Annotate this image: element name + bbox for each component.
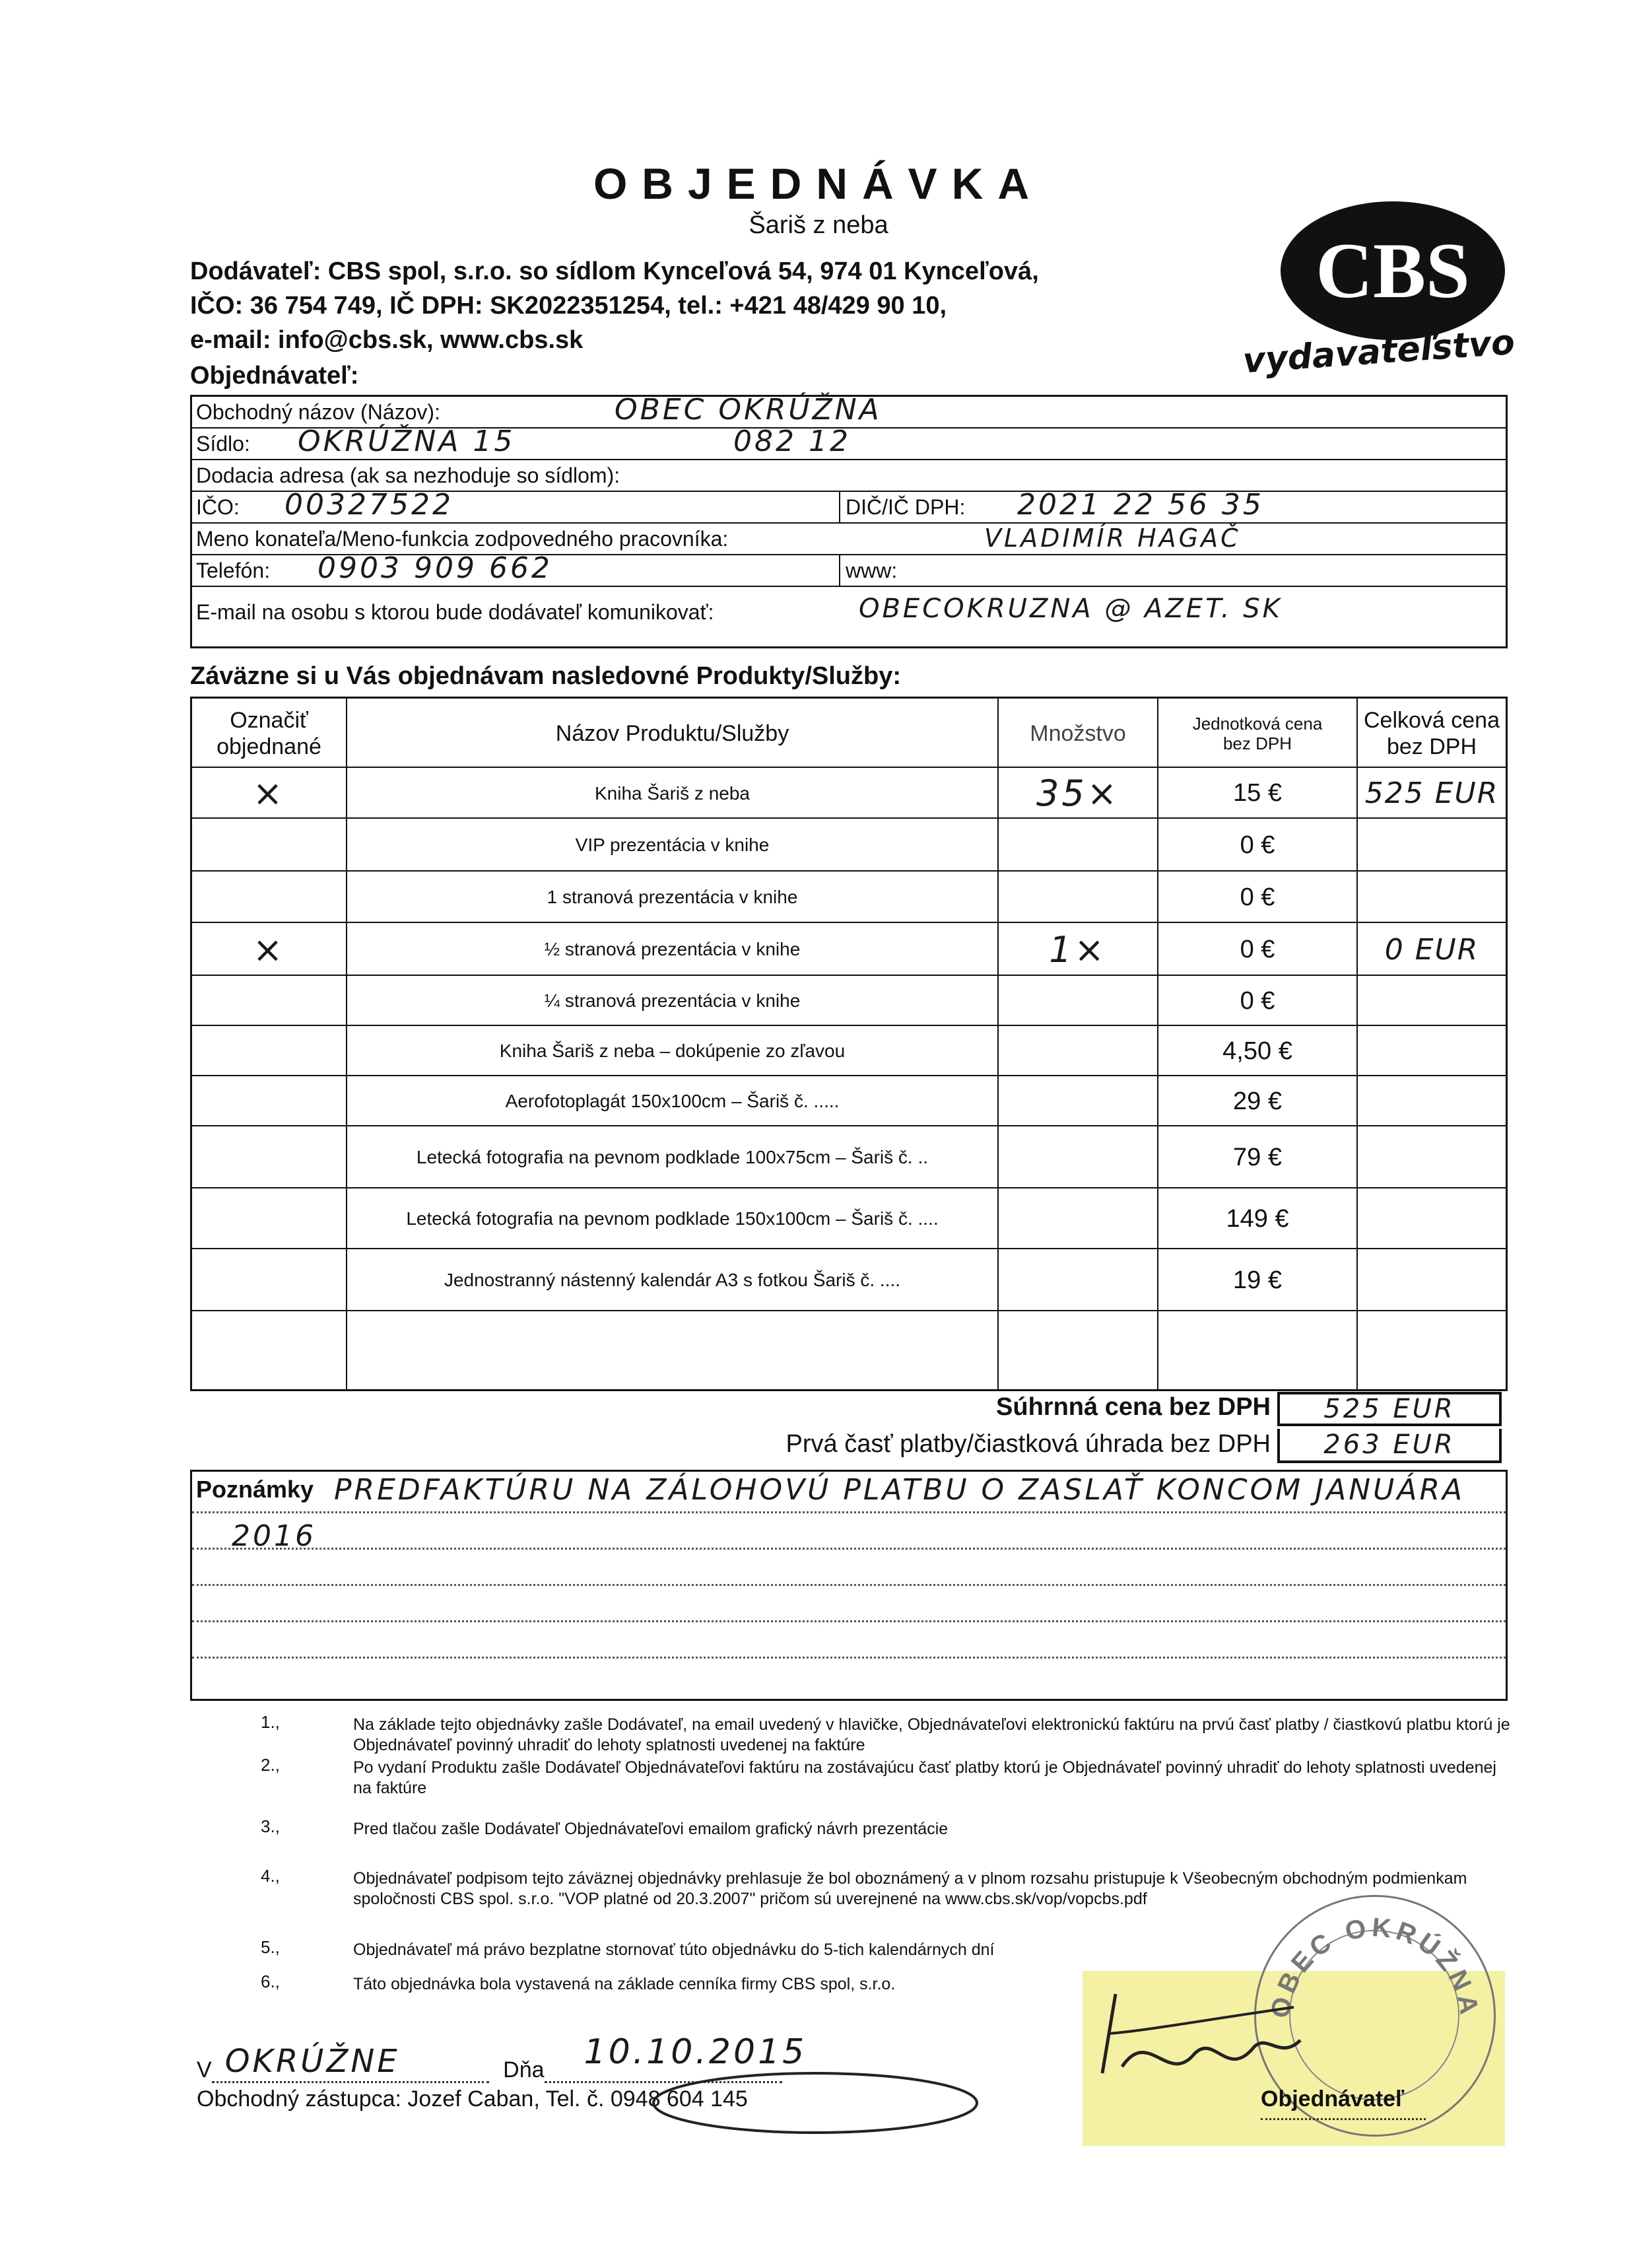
products-table [190, 697, 1508, 1391]
product-row [192, 1249, 1506, 1311]
product-row [192, 1026, 1506, 1076]
product-row [192, 1188, 1506, 1249]
product-unit-price: 149 € [1226, 1204, 1289, 1233]
orderer-email-label: E-mail na osobu s ktorou bude dodávateľ komunikovať: [196, 600, 714, 624]
orderer-phone-label: Telefón: [196, 559, 271, 582]
orderer-contact-label: Meno konateľa/Meno-funkcia zodpovedného pracovníka: [196, 527, 729, 551]
header-total: Celková cena bez DPH [1363, 707, 1500, 759]
term-number: 6., [261, 1972, 280, 1991]
term-number: 3., [261, 1816, 280, 1836]
product-total[interactable] [1358, 1249, 1506, 1311]
product-mark[interactable] [192, 872, 346, 923]
product-unit-price: 4,50 € [1222, 1037, 1292, 1065]
first-payment-label: Prvá časť platby/čiastková úhrada bez DPH [785, 1430, 1271, 1458]
product-qty[interactable] [999, 1311, 1157, 1389]
product-row [192, 1126, 1506, 1188]
product-unit-price: 0 € [1240, 986, 1275, 1015]
supplier-line-2: IČO: 36 754 749, IČ DPH: SK2022351254, tel.: +421 48/429 90 10, [190, 292, 947, 320]
product-qty[interactable] [999, 1026, 1157, 1076]
document-title: OBJEDNÁVKA [593, 159, 1044, 208]
term-text: Na základe tejto objednávky zašle Dodávateľ, na email uvedený v hlavičke, Objednávateľovi elektronickú faktúru na prvú časť platby / čiastkovú platbu ktorú je Objednávateľ povinný uhradiť do lehoty splatnosti uvedenej na faktúre [353, 1715, 1510, 1754]
orderer-ico-row [192, 488, 1506, 524]
notes-line [192, 1620, 1506, 1622]
term-text: Objednávateľ podpisom tejto záväznej objednávky prehlasuje že bol oboznámený a v plnom rozsahu pristupuje k Všeobecným obchodným podmienkam spoločnosti CBS spol. s.r.o. "VOP platné od 20.3.2007" pričom sú uverejnené na www.cbs.sk/vop/vopcbs.pdf [353, 1869, 1467, 1908]
notes-line [192, 1657, 1506, 1659]
orderer-name-label: Obchodný názov (Názov): [196, 400, 440, 424]
product-mark[interactable]: × [252, 928, 286, 971]
supplier-line-3: e-mail: info@cbs.sk, www.cbs.sk [190, 326, 584, 354]
product-qty[interactable] [999, 872, 1157, 923]
logo-text: CBS [1316, 226, 1470, 314]
product-mark[interactable] [192, 1249, 346, 1311]
product-qty[interactable] [999, 1249, 1157, 1311]
signature-label: Objednávateľ [1261, 2086, 1405, 2112]
product-mark[interactable] [192, 1311, 346, 1389]
term-number: 4., [261, 1866, 280, 1886]
orderer-phone-row [192, 551, 1506, 587]
product-qty[interactable]: 1× [1049, 928, 1107, 971]
orderer-ico-label: IČO: [196, 495, 240, 519]
orderer-seat-value[interactable]: OKRÚŽNA 15 [298, 425, 516, 458]
place-value[interactable]: OKRÚŽNE [224, 2043, 400, 2080]
products-header-row [192, 699, 1506, 768]
orderer-seat-row [192, 425, 1506, 460]
product-qty[interactable] [999, 976, 1157, 1026]
product-unit-price: 0 € [1240, 831, 1275, 859]
logo-tagline: vydavateľstvo [1241, 322, 1516, 382]
date-value[interactable]: 10.10.2015 [584, 2032, 807, 2072]
product-total[interactable] [1358, 1026, 1506, 1076]
product-name: Letecká fotografia na pevnom podklade 150x100cm – Šariš č. .... [406, 1208, 939, 1229]
term-text: Po vydaní Produktu zašle Dodávateľ Objednávateľovi faktúru na zostávajúcu časť platby ktorú je Objednávateľ povinný uhradiť do lehoty splatnosti uvedenej na faktúre [353, 1758, 1496, 1797]
col-divider [1157, 699, 1158, 1389]
orderer-www-label: www: [846, 559, 898, 582]
sum-value[interactable]: 525 EUR [1277, 1392, 1502, 1426]
orderer-seat-zip[interactable]: 082 12 [733, 425, 851, 458]
product-qty[interactable] [999, 1126, 1157, 1188]
sales-rep: Obchodný zástupca: Jozef Caban, Tel. č. 0948 604 145 [197, 2086, 748, 2112]
orderer-phone-value[interactable]: 0903 909 662 [317, 551, 552, 585]
product-total[interactable]: 525 EUR [1364, 776, 1499, 810]
notes-text-line-1[interactable]: PREDFAKTÚRU NA ZÁLOHOVÚ PLATBU O ZASLAŤ KONCOM JANUÁRA [334, 1473, 1465, 1507]
phone-circle-mark [647, 2067, 984, 2139]
notes-text-line-2[interactable]: 2016 [232, 1519, 316, 1553]
product-total[interactable] [1358, 819, 1506, 872]
orderer-dic-label: DIČ/IČ DPH: [846, 495, 966, 519]
notes-line [192, 1548, 1506, 1550]
place-label: V [197, 2057, 212, 2082]
seal-text: OBEC OKRÚŽNA [1265, 1913, 1485, 2020]
product-mark[interactable] [192, 1026, 346, 1076]
orderer-delivery-label: Dodacia adresa (ak sa nezhoduje so sídlom): [196, 464, 620, 487]
notes-box [190, 1470, 1508, 1701]
orderer-seat-label: Sídlo: [196, 432, 250, 456]
orderer-contact-value[interactable]: VLADIMÍR HAGAČ [984, 524, 1241, 553]
product-row [192, 872, 1506, 923]
product-total[interactable]: 0 EUR [1384, 932, 1479, 967]
product-row [192, 1311, 1506, 1389]
date-label: Dňa [503, 2057, 545, 2082]
product-unit-price [1158, 1311, 1356, 1389]
term-number: 1., [261, 1712, 280, 1732]
col-divider [1356, 699, 1358, 1389]
product-row [192, 976, 1506, 1026]
sum-label: Súhrnná cena bez DPH [996, 1393, 1271, 1421]
signature-line [1261, 2118, 1426, 2120]
orderer-name-row [192, 393, 1506, 429]
product-name: VIP prezentácia v knihe [575, 835, 770, 855]
product-row [192, 1076, 1506, 1126]
orderer-ico-separator [839, 492, 840, 522]
products-label: Záväzne si u Vás objednávam nasledovné Produkty/Služby: [190, 662, 901, 690]
product-unit-price: 0 € [1240, 883, 1275, 911]
notes-label: Poznámky [196, 1476, 314, 1503]
orderer-ico-value[interactable]: 00327522 [284, 488, 453, 522]
product-mark[interactable] [192, 1188, 346, 1249]
product-row [192, 819, 1506, 872]
product-qty[interactable] [999, 1188, 1157, 1249]
term-number: 2., [261, 1755, 280, 1775]
product-name: ½ stranová prezentácia v knihe [544, 939, 801, 959]
product-name [347, 1311, 997, 1389]
notes-line [192, 1511, 1506, 1513]
term-text: Objednávateľ má právo bezplatne stornovať túto objednávku do 5-tich kalendárnych dní [353, 1941, 995, 1959]
orderer-dic-value[interactable]: 2021 22 56 35 [1017, 488, 1264, 522]
product-name: Kniha Šariš z neba [594, 782, 751, 804]
orderer-email-value[interactable]: OBECOKRUZNA @ AZET. SK [859, 594, 1283, 624]
product-mark[interactable]: × [252, 773, 286, 814]
product-mark[interactable] [192, 819, 346, 872]
product-total[interactable] [1358, 1126, 1506, 1188]
product-total[interactable] [1358, 1076, 1506, 1126]
header-unit: Jednotková cena bez DPH [1192, 713, 1323, 753]
orderer-name-value[interactable]: OBEC OKRÚŽNA [615, 393, 882, 427]
col-divider [997, 699, 999, 1389]
cbs-logo [1201, 198, 1545, 390]
orderer-phone-separator [839, 555, 840, 586]
document-subtitle: Šariš z neba [749, 211, 888, 239]
product-qty[interactable] [999, 819, 1157, 872]
product-name: Jednostranný nástenný kalendár A3 s fotkou Šariš č. .... [444, 1270, 901, 1290]
product-unit-price: 29 € [1233, 1087, 1282, 1115]
product-mark[interactable] [192, 1076, 346, 1126]
product-name: Letecká fotografia na pevnom podklade 100x75cm – Šariš č. .. [416, 1147, 929, 1167]
term-text: Táto objednávka bola vystavená na základe cenníka firmy CBS spol, s.r.o. [353, 1975, 896, 1993]
header-qty: Množstvo [1030, 720, 1126, 746]
supplier-line-1: Dodávateľ: CBS spol, s.r.o. so sídlom Kynceľová 54, 974 01 Kynceľová, [190, 258, 1039, 285]
product-total[interactable] [1358, 1311, 1506, 1389]
product-qty[interactable]: 35× [1036, 773, 1119, 814]
product-name: Kniha Šariš z neba – dokúpenie zo zľavou [499, 1041, 846, 1061]
orderer-delivery-row [192, 460, 1506, 492]
product-unit-price: 79 € [1233, 1143, 1282, 1171]
handwritten-signature [1096, 1954, 1314, 2100]
product-unit-price: 19 € [1233, 1266, 1282, 1294]
product-row [192, 923, 1506, 976]
term-number: 5., [261, 1937, 280, 1957]
supplier-info [190, 254, 1039, 357]
first-payment-value[interactable]: 263 EUR [1277, 1429, 1502, 1463]
orderer-label: Objednávateľ: [190, 362, 359, 390]
header-name: Názov Produktu/Služby [555, 720, 789, 746]
notes-line [192, 1584, 1506, 1586]
product-qty[interactable] [999, 1076, 1157, 1126]
product-unit-price: 0 € [1240, 935, 1275, 963]
header-mark: Označiť objednané [217, 707, 321, 759]
orderer-contact-row [192, 524, 1506, 555]
orderer-box [190, 395, 1508, 648]
product-mark[interactable] [192, 976, 346, 1026]
product-total[interactable] [1358, 1188, 1506, 1249]
product-row [192, 768, 1506, 819]
product-name: 1 stranová prezentácia v knihe [547, 887, 798, 907]
product-name: ¼ stranová prezentácia v knihe [544, 990, 801, 1011]
product-name: Aerofotoplagát 150x100cm – Šariš č. ..... [505, 1091, 840, 1111]
orderer-email-row [192, 587, 1506, 646]
col-divider [346, 699, 347, 1389]
product-total[interactable] [1358, 976, 1506, 1026]
product-unit-price: 15 € [1233, 779, 1282, 807]
term-text: Pred tlačou zašle Dodávateľ Objednávateľovi emailom grafický návrh prezentácie [353, 1820, 949, 1838]
product-total[interactable] [1358, 872, 1506, 923]
product-mark[interactable] [192, 1126, 346, 1188]
